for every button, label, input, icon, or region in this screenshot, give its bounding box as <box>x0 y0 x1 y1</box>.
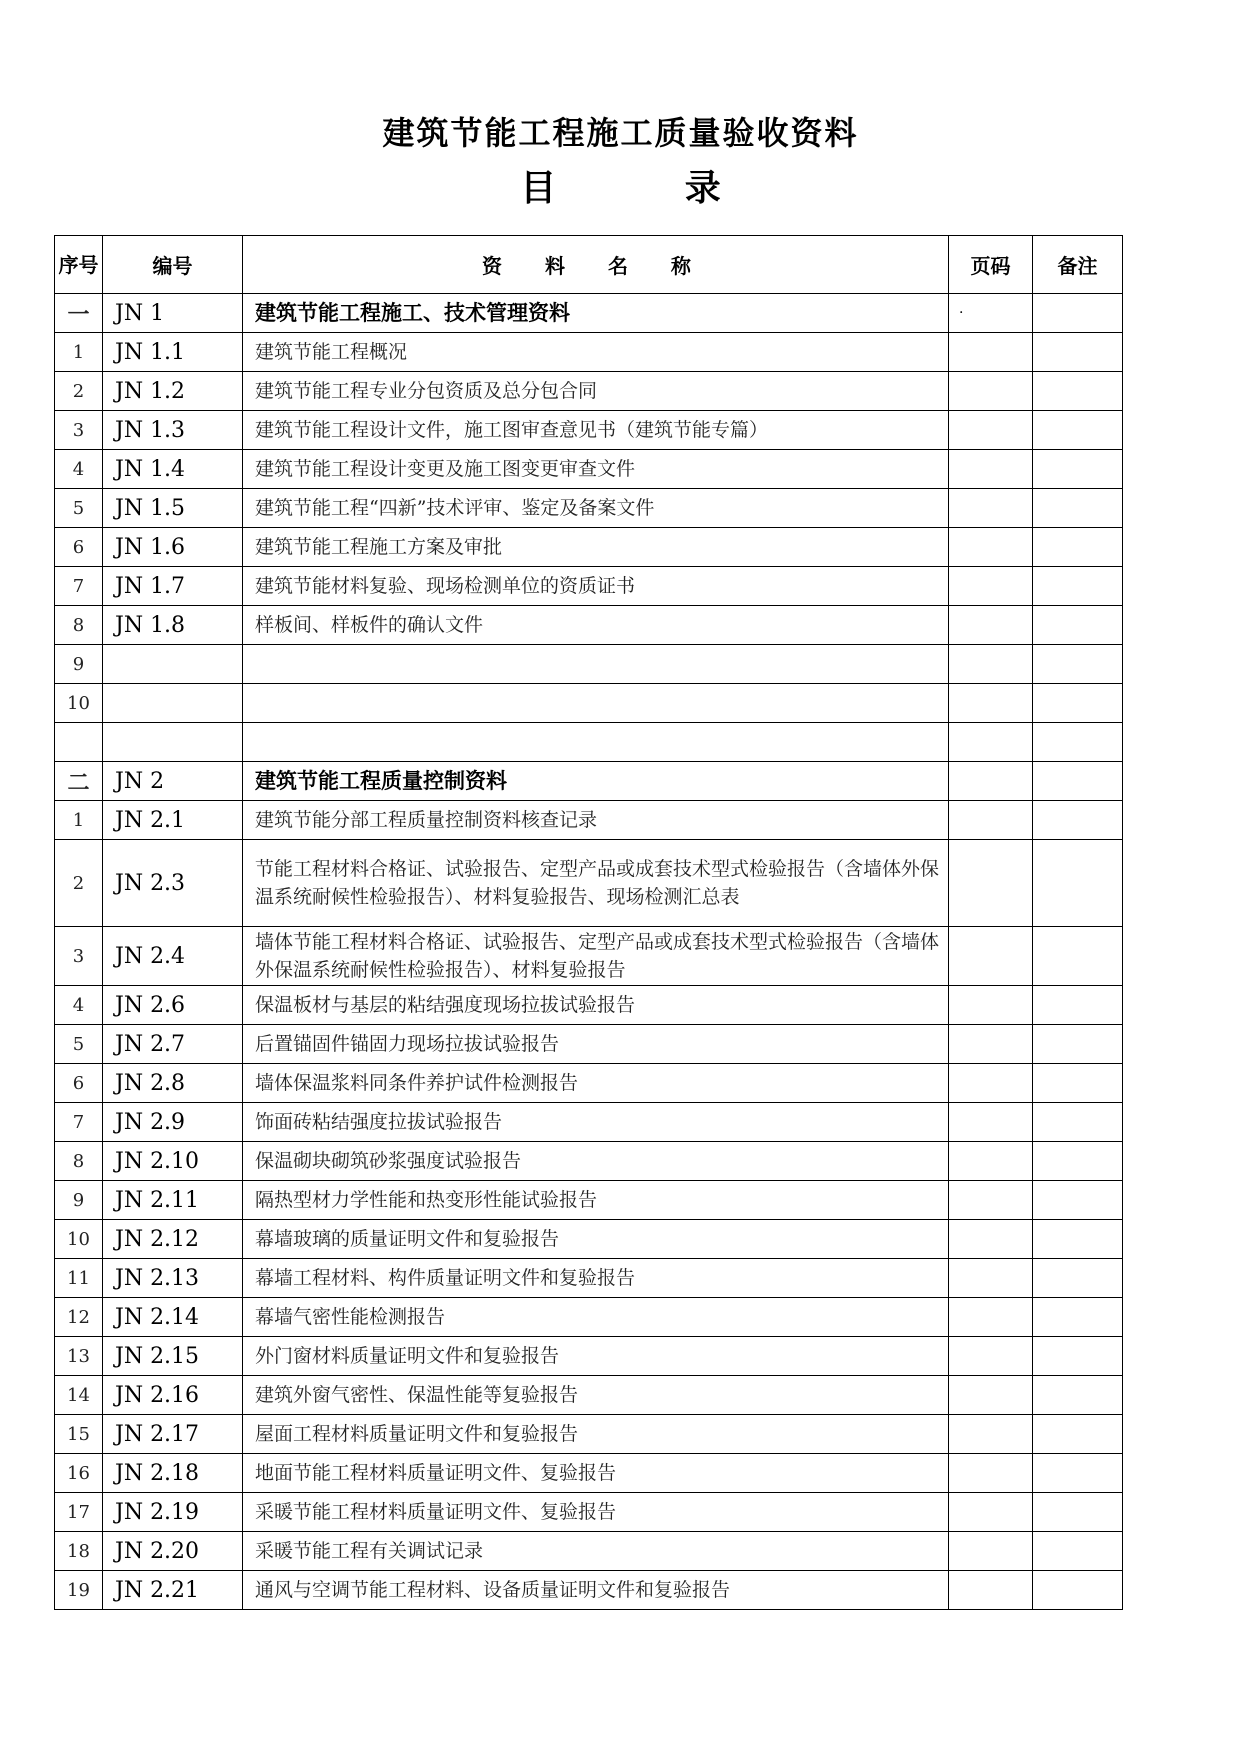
row-page <box>949 1532 1033 1571</box>
row-note <box>1033 1103 1123 1142</box>
row-code: JN 2.6 <box>103 986 243 1025</box>
row-page <box>949 801 1033 840</box>
document-subtitle: 目 录 <box>520 168 779 209</box>
row-code: JN 1.7 <box>103 567 243 606</box>
row-seq: 二 <box>55 762 103 801</box>
table-row <box>55 1454 1123 1493</box>
row-name <box>243 684 949 723</box>
row-name: 建筑节能工程概况 <box>243 333 949 372</box>
row-name: 幕墙玻璃的质量证明文件和复验报告 <box>243 1220 949 1259</box>
table-row <box>55 986 1123 1025</box>
row-seq: 13 <box>55 1337 103 1376</box>
row-seq: 3 <box>55 927 103 986</box>
row-seq: 4 <box>55 986 103 1025</box>
row-seq: 3 <box>55 411 103 450</box>
row-code: JN 2.13 <box>103 1259 243 1298</box>
header-note: 备注 <box>1033 236 1123 294</box>
row-seq: 1 <box>55 801 103 840</box>
row-page <box>949 567 1033 606</box>
row-seq: 9 <box>55 1181 103 1220</box>
row-seq: 8 <box>55 606 103 645</box>
row-code: JN 1.1 <box>103 333 243 372</box>
row-code: JN 2.12 <box>103 1220 243 1259</box>
row-seq: 16 <box>55 1454 103 1493</box>
row-page <box>949 372 1033 411</box>
row-note <box>1033 333 1123 372</box>
row-note <box>1033 1259 1123 1298</box>
row-note <box>1033 723 1123 762</box>
row-page <box>949 684 1033 723</box>
row-seq: 10 <box>55 684 103 723</box>
row-note <box>1033 986 1123 1025</box>
row-name: 屋面工程材料质量证明文件和复验报告 <box>243 1415 949 1454</box>
row-page <box>949 645 1033 684</box>
row-note <box>1033 372 1123 411</box>
row-note <box>1033 1025 1123 1064</box>
row-code: JN 2.1 <box>103 801 243 840</box>
table-row <box>55 1103 1123 1142</box>
table-row <box>55 294 1123 333</box>
row-page <box>949 1493 1033 1532</box>
row-page <box>949 333 1033 372</box>
table-row <box>55 1181 1123 1220</box>
table-row <box>55 1025 1123 1064</box>
row-code: JN 2.18 <box>103 1454 243 1493</box>
row-page <box>949 1181 1033 1220</box>
row-page <box>949 1571 1033 1610</box>
table-row <box>55 1415 1123 1454</box>
row-name: 建筑节能工程施工方案及审批 <box>243 528 949 567</box>
row-note <box>1033 1337 1123 1376</box>
row-name: 样板间、样板件的确认文件 <box>243 606 949 645</box>
header-name: 资 料 名 称 <box>243 236 949 294</box>
row-name <box>243 645 949 684</box>
row-seq: 2 <box>55 372 103 411</box>
row-page <box>949 723 1033 762</box>
row-seq: 19 <box>55 1571 103 1610</box>
row-note <box>1033 450 1123 489</box>
row-page <box>949 1220 1033 1259</box>
row-name: 幕墙气密性能检测报告 <box>243 1298 949 1337</box>
row-note <box>1033 294 1123 333</box>
row-code: JN 2.15 <box>103 1337 243 1376</box>
row-note <box>1033 528 1123 567</box>
row-code <box>103 723 243 762</box>
row-code: JN 2.20 <box>103 1532 243 1571</box>
row-seq: 12 <box>55 1298 103 1337</box>
row-code <box>103 684 243 723</box>
row-name: 建筑节能工程施工、技术管理资料 <box>243 294 949 333</box>
row-name: 外门窗材料质量证明文件和复验报告 <box>243 1337 949 1376</box>
table-row <box>55 333 1123 372</box>
row-seq: 14 <box>55 1376 103 1415</box>
table-row <box>55 528 1123 567</box>
row-name: 建筑外窗气密性、保温性能等复验报告 <box>243 1376 949 1415</box>
row-code: JN 2.19 <box>103 1493 243 1532</box>
row-code: JN 2.14 <box>103 1298 243 1337</box>
row-seq: 15 <box>55 1415 103 1454</box>
row-name: 采暖节能工程有关调试记录 <box>243 1532 949 1571</box>
row-name: 建筑节能分部工程质量控制资料核查记录 <box>243 801 949 840</box>
row-note <box>1033 606 1123 645</box>
row-page <box>949 986 1033 1025</box>
row-name: 墙体节能工程材料合格证、试验报告、定型产品或成套技术型式检验报告（含墙体外保温系统耐候性检验报告）、材料复验报告 <box>243 927 949 986</box>
document-title: 建筑节能工程施工质量验收资料 <box>382 114 859 152</box>
row-code: JN 2.21 <box>103 1571 243 1610</box>
row-page <box>949 1142 1033 1181</box>
row-name: 节能工程材料合格证、试验报告、定型产品或成套技术型式检验报告（含墙体外保温系统耐候性检验报告）、材料复验报告、现场检测汇总表 <box>243 840 949 927</box>
row-code: JN 1.8 <box>103 606 243 645</box>
row-code: JN 1.5 <box>103 489 243 528</box>
row-seq: 一 <box>55 294 103 333</box>
row-note <box>1033 762 1123 801</box>
row-name: 建筑节能工程质量控制资料 <box>243 762 949 801</box>
row-note <box>1033 1454 1123 1493</box>
contents-table <box>54 235 1123 1610</box>
row-page <box>949 1025 1033 1064</box>
table-row <box>55 1376 1123 1415</box>
row-code: JN 1.3 <box>103 411 243 450</box>
row-code: JN 2 <box>103 762 243 801</box>
row-code: JN 1 <box>103 294 243 333</box>
table-row <box>55 411 1123 450</box>
row-name: 后置锚固件锚固力现场拉拔试验报告 <box>243 1025 949 1064</box>
row-page <box>949 1415 1033 1454</box>
row-note <box>1033 1064 1123 1103</box>
row-note <box>1033 645 1123 684</box>
row-seq: 7 <box>55 567 103 606</box>
row-note <box>1033 1181 1123 1220</box>
table-row <box>55 1220 1123 1259</box>
row-name: 墙体保温浆料同条件养护试件检测报告 <box>243 1064 949 1103</box>
row-note <box>1033 1142 1123 1181</box>
row-page <box>949 1103 1033 1142</box>
table-row <box>55 684 1123 723</box>
row-page <box>949 528 1033 567</box>
table-row <box>55 801 1123 840</box>
table-row <box>55 1337 1123 1376</box>
row-name: 建筑节能工程设计文件，施工图审查意见书（建筑节能专篇） <box>243 411 949 450</box>
row-note <box>1033 1415 1123 1454</box>
row-name: 幕墙工程材料、构件质量证明文件和复验报告 <box>243 1259 949 1298</box>
row-note <box>1033 1571 1123 1610</box>
table-row <box>55 1493 1123 1532</box>
row-seq: 18 <box>55 1532 103 1571</box>
row-name <box>243 723 949 762</box>
row-seq: 17 <box>55 1493 103 1532</box>
row-seq <box>55 723 103 762</box>
header-code: 编号 <box>103 236 243 294</box>
row-seq: 5 <box>55 1025 103 1064</box>
row-code: JN 2.4 <box>103 927 243 986</box>
row-code: JN 2.7 <box>103 1025 243 1064</box>
table-row <box>55 645 1123 684</box>
row-note <box>1033 801 1123 840</box>
table-row <box>55 1298 1123 1337</box>
row-page <box>949 1298 1033 1337</box>
row-code: JN 2.10 <box>103 1142 243 1181</box>
table-row <box>55 1571 1123 1610</box>
row-note <box>1033 840 1123 927</box>
header-seq: 序号 <box>55 236 103 294</box>
row-note <box>1033 684 1123 723</box>
table-row <box>55 723 1123 762</box>
row-page <box>949 1376 1033 1415</box>
row-page <box>949 1454 1033 1493</box>
row-name: 保温砌块砌筑砂浆强度试验报告 <box>243 1142 949 1181</box>
row-note <box>1033 927 1123 986</box>
row-code <box>103 645 243 684</box>
row-note <box>1033 1493 1123 1532</box>
table-row <box>55 1532 1123 1571</box>
row-name: 保温板材与基层的粘结强度现场拉拔试验报告 <box>243 986 949 1025</box>
row-note <box>1033 567 1123 606</box>
row-note <box>1033 1220 1123 1259</box>
row-code: JN 1.4 <box>103 450 243 489</box>
row-page <box>949 840 1033 927</box>
row-name: 建筑节能工程“四新”技术评审、鉴定及备案文件 <box>243 489 949 528</box>
row-name: 采暖节能工程材料质量证明文件、复验报告 <box>243 1493 949 1532</box>
row-name: 建筑节能材料复验、现场检测单位的资质证书 <box>243 567 949 606</box>
row-note <box>1033 1532 1123 1571</box>
row-note <box>1033 1298 1123 1337</box>
row-page <box>949 606 1033 645</box>
table-row <box>55 567 1123 606</box>
row-code: JN 2.17 <box>103 1415 243 1454</box>
row-page <box>949 489 1033 528</box>
row-code: JN 1.6 <box>103 528 243 567</box>
row-page <box>949 927 1033 986</box>
row-page <box>949 450 1033 489</box>
row-seq: 2 <box>55 840 103 927</box>
table-row <box>55 1064 1123 1103</box>
row-note <box>1033 411 1123 450</box>
row-code: JN 2.3 <box>103 840 243 927</box>
row-page <box>949 1064 1033 1103</box>
row-page <box>949 1337 1033 1376</box>
row-seq: 11 <box>55 1259 103 1298</box>
row-seq: 7 <box>55 1103 103 1142</box>
row-page: · <box>949 294 1033 333</box>
table-row <box>55 1142 1123 1181</box>
row-code: JN 2.8 <box>103 1064 243 1103</box>
row-name: 建筑节能工程设计变更及施工图变更审查文件 <box>243 450 949 489</box>
row-code: JN 2.16 <box>103 1376 243 1415</box>
row-seq: 10 <box>55 1220 103 1259</box>
row-seq: 5 <box>55 489 103 528</box>
row-seq: 9 <box>55 645 103 684</box>
table-row <box>55 1259 1123 1298</box>
row-name: 通风与空调节能工程材料、设备质量证明文件和复验报告 <box>243 1571 949 1610</box>
row-name: 隔热型材力学性能和热变形性能试验报告 <box>243 1181 949 1220</box>
row-seq: 6 <box>55 528 103 567</box>
row-seq: 8 <box>55 1142 103 1181</box>
table-row <box>55 606 1123 645</box>
row-code: JN 2.11 <box>103 1181 243 1220</box>
row-page <box>949 762 1033 801</box>
table-row <box>55 450 1123 489</box>
table-row <box>55 927 1123 986</box>
row-name: 地面节能工程材料质量证明文件、复验报告 <box>243 1454 949 1493</box>
row-seq: 4 <box>55 450 103 489</box>
table-row <box>55 762 1123 801</box>
row-page <box>949 1259 1033 1298</box>
row-code: JN 1.2 <box>103 372 243 411</box>
row-name: 建筑节能工程专业分包资质及总分包合同 <box>243 372 949 411</box>
row-seq: 6 <box>55 1064 103 1103</box>
table-header-row <box>55 236 1123 294</box>
row-note <box>1033 489 1123 528</box>
header-page: 页码 <box>949 236 1033 294</box>
row-code: JN 2.9 <box>103 1103 243 1142</box>
row-page <box>949 411 1033 450</box>
table-row <box>55 489 1123 528</box>
table-row <box>55 372 1123 411</box>
table-row <box>55 840 1123 927</box>
row-seq: 1 <box>55 333 103 372</box>
row-note <box>1033 1376 1123 1415</box>
row-name: 饰面砖粘结强度拉拔试验报告 <box>243 1103 949 1142</box>
